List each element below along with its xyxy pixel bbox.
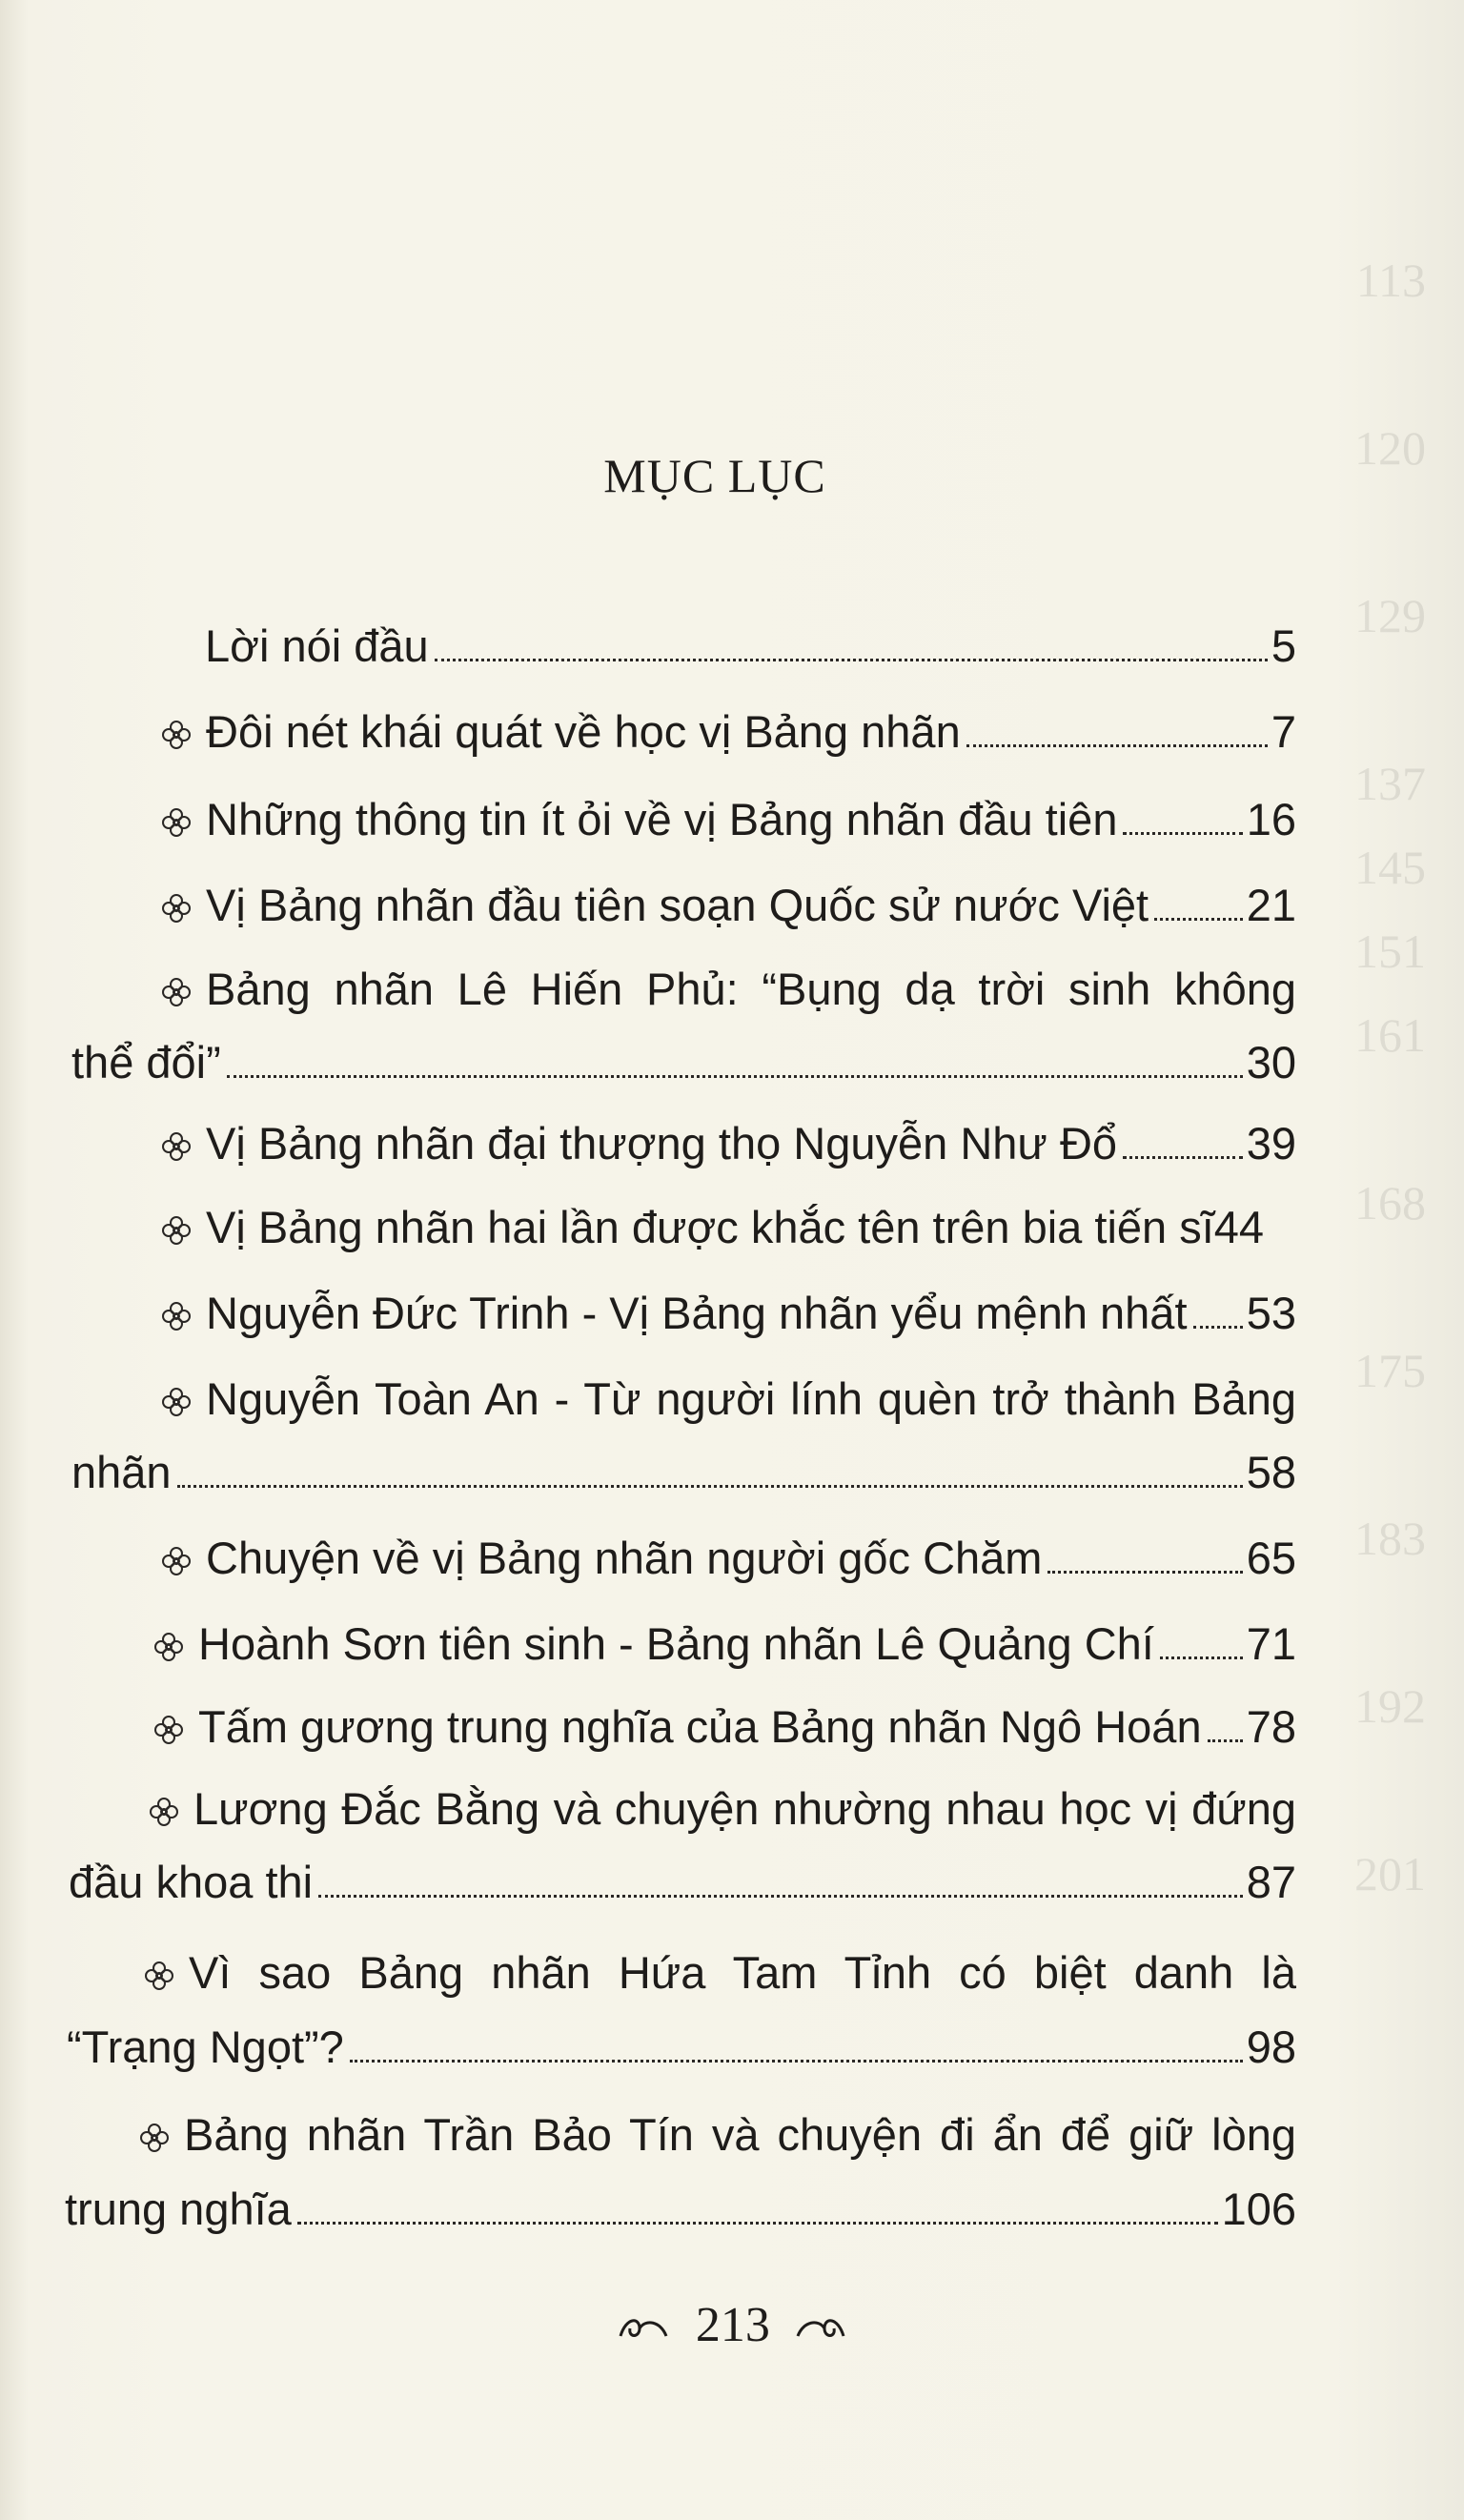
left-ornament-icon	[617, 2300, 684, 2351]
entry-title-continued: trung nghĩa	[65, 2184, 292, 2234]
flower-icon	[160, 1386, 193, 1418]
entry-title-continued: thể đổi”	[71, 1037, 221, 1087]
toc-entry	[152, 1616, 1296, 1673]
entry-page-number: 7	[1271, 706, 1296, 757]
entry-page-number: 53	[1246, 1288, 1296, 1338]
show-through-text: 113 120 129 137 145 151 161 168 175 183 192 201	[1354, 254, 1426, 1900]
toc-entry	[71, 1444, 1296, 1501]
page-title: MỤC LỤC	[603, 449, 826, 502]
dot-leader	[177, 1485, 1243, 1488]
entry-title-continued: đầu khoa thi	[69, 1857, 314, 1907]
dot-leader	[297, 2222, 1218, 2225]
entry-title: Vị Bảng nhãn đại thượng thọ Nguyễn Như Đổ	[206, 1118, 1118, 1169]
entry-page-number: 65	[1246, 1533, 1296, 1583]
toc-entry	[160, 1199, 1296, 1256]
entry-title: Lương Đắc Bằng và chuyện nhường nhau học vị đứng	[193, 1783, 1296, 1834]
dot-leader	[1193, 1326, 1243, 1329]
entry-title: Vị Bảng nhãn hai lần được khắc tên trên bia tiến sĩ	[206, 1202, 1214, 1252]
toc-entry	[160, 791, 1296, 848]
entry-page-number: 87	[1246, 1857, 1296, 1907]
flower-icon	[160, 1545, 193, 1577]
toc-entry	[67, 2019, 1296, 2076]
entry-title: Nguyễn Đức Trinh - Vị Bảng nhãn yểu mệnh nhất	[206, 1288, 1188, 1338]
entry-title-continued: “Trạng Ngọt”?	[67, 2022, 344, 2072]
dot-leader	[1123, 832, 1242, 835]
flower-icon	[160, 892, 193, 925]
dot-leader	[350, 2060, 1243, 2063]
flower-icon	[160, 1130, 193, 1163]
entry-title: Chuyện về vị Bảng nhãn người gốc Chăm	[206, 1533, 1043, 1583]
entry-title: Hoành Sơn tiên sinh - Bảng nhãn Lê Quảng Chí	[198, 1618, 1154, 1669]
flower-icon	[160, 806, 193, 839]
page-number: 213	[695, 2298, 770, 2352]
dot-leader	[1154, 918, 1243, 921]
entry-title: Những thông tin ít ỏi về vị Bảng nhãn đầu tiên	[206, 794, 1118, 844]
toc-entry-line	[143, 1944, 1296, 2002]
toc-entry	[160, 1530, 1296, 1587]
toc-entry	[71, 1034, 1296, 1091]
entry-page-number: 30	[1246, 1037, 1296, 1087]
entry-page-number: 71	[1246, 1618, 1296, 1669]
dot-leader	[227, 1075, 1243, 1078]
toc-entry-line	[138, 2106, 1296, 2164]
flower-icon	[160, 976, 193, 1008]
right-ornament-icon	[794, 2300, 847, 2351]
dot-leader	[435, 659, 1268, 661]
entry-page-number: 58	[1246, 1447, 1296, 1497]
flower-icon	[160, 1300, 193, 1332]
entry-page-number: 44	[1213, 1202, 1265, 1252]
entry-title: Nguyễn Toàn An - Từ người lính quèn trở thành Bảng	[206, 1373, 1296, 1424]
toc-entry-line	[160, 961, 1296, 1018]
toc-entry	[160, 703, 1296, 761]
entry-title: Bảng nhãn Lê Hiến Phủ: “Bụng dạ trời sinh không	[206, 964, 1296, 1014]
dot-leader	[1208, 1739, 1243, 1742]
entry-title: Đôi nét khái quát về học vị Bảng nhãn	[206, 706, 961, 757]
toc-entry	[69, 1854, 1296, 1911]
entry-page-number: 21	[1246, 880, 1296, 930]
entry-title: Bảng nhãn Trần Bảo Tín và chuyện đi ẩn để giữ lòng	[184, 2109, 1296, 2160]
flower-icon	[152, 1631, 185, 1663]
dot-leader	[1047, 1571, 1242, 1574]
toc-entry	[205, 618, 1296, 675]
entry-title: Vì sao Bảng nhãn Hứa Tam Tỉnh có biệt danh là	[189, 1947, 1296, 1998]
toc-entry	[65, 2181, 1296, 2238]
flower-icon	[148, 1796, 180, 1828]
flower-icon	[152, 1714, 185, 1746]
entry-title: Lời nói đầu	[205, 620, 429, 671]
entry-page-number: 78	[1246, 1701, 1296, 1752]
toc-entry-line	[148, 1780, 1296, 1838]
dot-leader	[1123, 1156, 1243, 1159]
flower-icon	[138, 2122, 171, 2154]
flower-icon	[160, 719, 193, 751]
entry-page-number: 106	[1221, 2184, 1296, 2234]
entry-page-number: 39	[1246, 1118, 1296, 1169]
toc-entry-line	[160, 1371, 1296, 1428]
toc-entry	[152, 1698, 1296, 1756]
entry-page-number: 16	[1246, 794, 1296, 844]
entry-page-number: 98	[1246, 2022, 1296, 2072]
entry-title: Tấm gương trung nghĩa của Bảng nhãn Ngô Hoán	[198, 1701, 1202, 1752]
flower-icon	[160, 1214, 193, 1247]
entry-page-number: 5	[1271, 620, 1296, 671]
toc-entry	[160, 877, 1296, 934]
toc-entry	[160, 1115, 1296, 1172]
page-footer	[0, 2297, 1464, 2353]
dot-leader	[318, 1895, 1243, 1898]
entry-title-continued: nhãn	[71, 1447, 172, 1497]
dot-leader	[1160, 1656, 1243, 1659]
flower-icon	[143, 1960, 175, 1992]
toc-entry	[160, 1285, 1296, 1342]
entry-title: Vị Bảng nhãn đầu tiên soạn Quốc sử nước Việt	[206, 880, 1149, 930]
dot-leader	[966, 744, 1268, 747]
